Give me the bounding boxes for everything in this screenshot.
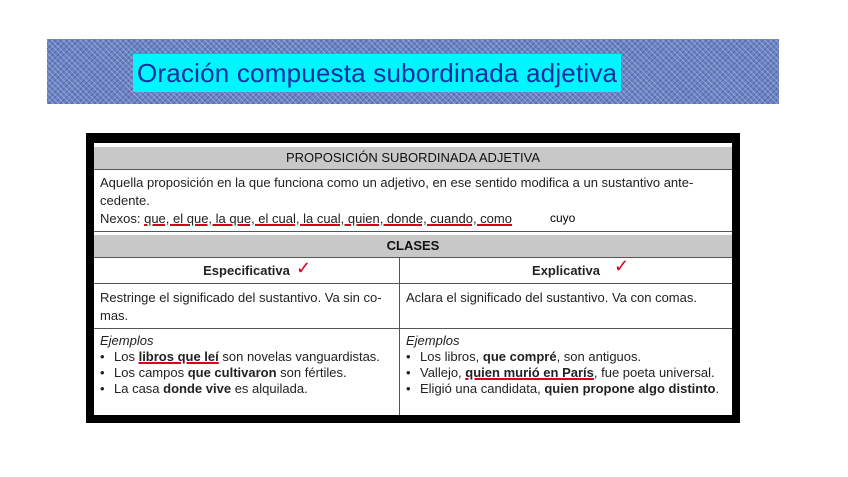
list-item: • Los libros que leí son novelas vanguardistas. xyxy=(100,349,380,365)
check-mark-icon: ✓ xyxy=(296,258,312,278)
check-mark-icon: ✓ xyxy=(614,256,630,276)
especificativa-examples xyxy=(100,349,380,397)
nexos-label: Nexos: xyxy=(100,211,141,226)
nexos-list: que, el que, la que, el cual, la cual, quien, donde, cuando, como xyxy=(144,211,512,226)
list-item: • Eligió una candidata, quien propone algo distinto. xyxy=(406,381,719,397)
grammar-table xyxy=(94,143,732,415)
list-item: • Vallejo, quien murió en París, fue poeta universal. xyxy=(406,365,719,381)
divider xyxy=(94,328,732,329)
especificativa-description-1: Restringe el significado del sustantivo. Va sin co- xyxy=(100,290,382,305)
definition-line-2: cedente. xyxy=(100,193,150,208)
list-item: • Los libros, que compré, son antiguos. xyxy=(406,349,719,365)
explicativa-examples xyxy=(406,349,719,397)
divider xyxy=(94,257,732,258)
list-item: • Los campos que cultivaron son fértiles. xyxy=(100,365,380,381)
list-item: • La casa donde vive es alquilada. xyxy=(100,381,380,397)
col-especificativa-title: Especificativa xyxy=(203,263,290,278)
column-divider xyxy=(399,257,400,415)
col-explicativa-title: Explicativa xyxy=(532,263,600,278)
nexos-row xyxy=(100,211,512,227)
divider xyxy=(94,231,732,232)
divider xyxy=(94,283,732,284)
explicativa-description: Aclara el significado del sustantivo. Va con comas. xyxy=(406,290,697,305)
handwritten-cuyo-note: cuyo xyxy=(550,211,576,225)
classes-header: CLASES xyxy=(94,235,732,257)
examples-label: Ejemplos xyxy=(100,333,154,348)
especificativa-description-2: mas. xyxy=(100,308,129,323)
definition-line-1: Aquella proposición en la que funciona como un adjetivo, en ese sentido modifica a un sustantivo ante- xyxy=(100,175,694,190)
divider xyxy=(94,169,732,170)
examples-label: Ejemplos xyxy=(406,333,460,348)
table-image-frame xyxy=(86,133,740,423)
slide-title: Oración compuesta subordinada adjetiva xyxy=(133,54,621,92)
table-header: PROPOSICIÓN SUBORDINADA ADJETIVA xyxy=(94,147,732,169)
